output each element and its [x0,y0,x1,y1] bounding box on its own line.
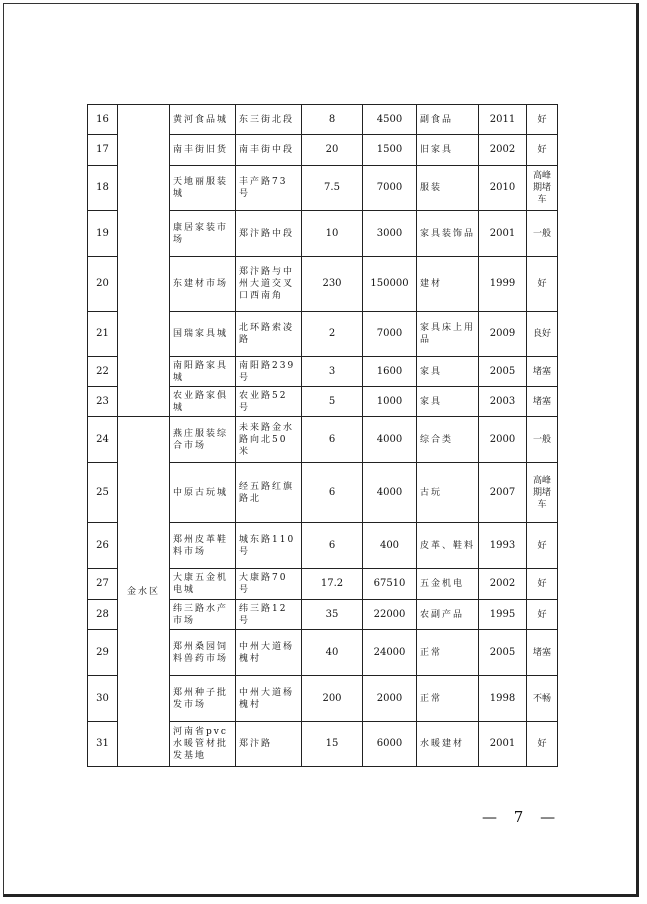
market-category: 农副产品 [417,600,479,630]
market-year: 2005 [479,357,527,387]
table-row [88,417,558,463]
market-volume: 7000 [363,312,417,357]
market-traffic: 好 [527,257,558,312]
market-year: 2003 [479,387,527,417]
market-volume: 67510 [363,569,417,600]
market-name: 燕庄服装综合市场 [170,417,236,463]
market-volume: 150000 [363,257,417,312]
market-area: 35 [302,600,363,630]
market-name: 国瑞家具城 [170,312,236,357]
market-address: 丰产路73号 [236,166,302,211]
market-address: 南阳路239号 [236,357,302,387]
table-row [88,211,558,257]
market-category: 服装 [417,166,479,211]
market-category: 综合类 [417,417,479,463]
market-name: 东建材市场 [170,257,236,312]
market-volume: 7000 [363,166,417,211]
district-cell [118,312,170,357]
market-volume: 4000 [363,417,417,463]
market-address: 北环路索凌路 [236,312,302,357]
row-number: 18 [88,166,118,211]
market-volume: 4000 [363,463,417,523]
market-year: 2010 [479,166,527,211]
market-year: 1999 [479,257,527,312]
row-number: 27 [88,569,118,600]
market-year: 1998 [479,676,527,722]
market-category: 建材 [417,257,479,312]
market-address: 郑汴路 [236,722,302,767]
market-name: 中原古玩城 [170,463,236,523]
market-volume: 1500 [363,135,417,166]
market-area: 17.2 [302,569,363,600]
district-cell: 金水区 [118,417,170,767]
market-address: 郑汴路与中州大道交叉口西南角 [236,257,302,312]
market-name: 天地丽服装城 [170,166,236,211]
market-address: 纬三路12号 [236,600,302,630]
row-number: 20 [88,257,118,312]
market-category: 旧家具 [417,135,479,166]
market-address: 东三街北段 [236,105,302,135]
market-name: 南丰街旧货 [170,135,236,166]
market-volume: 2000 [363,676,417,722]
market-name: 南阳路家具城 [170,357,236,387]
market-traffic: 堵塞 [527,357,558,387]
district-cell [118,166,170,211]
market-volume: 1000 [363,387,417,417]
market-volume: 1600 [363,357,417,387]
district-cell [118,387,170,417]
market-area: 5 [302,387,363,417]
market-volume: 400 [363,523,417,569]
market-traffic: 好 [527,569,558,600]
market-volume: 3000 [363,211,417,257]
market-name: 黄河食品城 [170,105,236,135]
market-year: 2000 [479,417,527,463]
market-year: 2007 [479,463,527,523]
row-number: 19 [88,211,118,257]
market-name: 郑州皮革鞋料市场 [170,523,236,569]
market-area: 200 [302,676,363,722]
market-category: 正常 [417,676,479,722]
district-cell [118,211,170,257]
market-year: 2002 [479,569,527,600]
market-area: 20 [302,135,363,166]
market-category: 正常 [417,630,479,676]
market-address: 城东路110号 [236,523,302,569]
row-number: 22 [88,357,118,387]
row-number: 21 [88,312,118,357]
market-address: 南丰街中段 [236,135,302,166]
market-name: 大康五金机电城 [170,569,236,600]
table-row [88,257,558,312]
table-row [88,105,558,135]
market-area: 6 [302,463,363,523]
row-number: 30 [88,676,118,722]
market-area: 2 [302,312,363,357]
row-number: 25 [88,463,118,523]
market-name: 河南省pvc水暖管材批发基地 [170,722,236,767]
market-traffic: 好 [527,523,558,569]
market-traffic: 好 [527,722,558,767]
district-cell [118,257,170,312]
market-traffic: 高峰期堵车 [527,463,558,523]
page-number: — 7 — [482,808,562,826]
market-year: 2009 [479,312,527,357]
market-area: 3 [302,357,363,387]
table-body [88,105,558,767]
market-traffic: 好 [527,600,558,630]
market-traffic: 高峰期堵车 [527,166,558,211]
market-area: 7.5 [302,166,363,211]
market-year: 1995 [479,600,527,630]
market-year: 2001 [479,211,527,257]
market-volume: 22000 [363,600,417,630]
market-category: 古玩 [417,463,479,523]
row-number: 23 [88,387,118,417]
table-row [88,312,558,357]
market-traffic: 好 [527,105,558,135]
row-number: 31 [88,722,118,767]
market-year: 1993 [479,523,527,569]
market-name: 纬三路水产市场 [170,600,236,630]
market-category: 副食品 [417,105,479,135]
district-cell [118,357,170,387]
market-category: 家具装饰品 [417,211,479,257]
market-year: 2002 [479,135,527,166]
market-category: 家具床上用品 [417,312,479,357]
row-number: 29 [88,630,118,676]
row-number: 26 [88,523,118,569]
district-cell [118,135,170,166]
row-number: 28 [88,600,118,630]
market-category: 家具 [417,387,479,417]
district-cell [118,105,170,135]
market-traffic: 堵塞 [527,387,558,417]
market-name: 郑州种子批发市场 [170,676,236,722]
row-number: 17 [88,135,118,166]
market-category: 皮革、鞋料 [417,523,479,569]
market-area: 6 [302,417,363,463]
market-address: 经五路红旗路北 [236,463,302,523]
market-year: 2001 [479,722,527,767]
market-address: 大康路70号 [236,569,302,600]
market-table [87,104,558,767]
market-area: 230 [302,257,363,312]
market-category: 水暖建材 [417,722,479,767]
market-name: 康居家装市场 [170,211,236,257]
market-area: 10 [302,211,363,257]
market-area: 15 [302,722,363,767]
market-category: 五金机电 [417,569,479,600]
table-row [88,357,558,387]
market-address: 中州大道杨槐村 [236,676,302,722]
table-row [88,166,558,211]
market-traffic: 不畅 [527,676,558,722]
market-volume: 6000 [363,722,417,767]
market-year: 2005 [479,630,527,676]
market-traffic: 良好 [527,312,558,357]
market-traffic: 一般 [527,211,558,257]
market-area: 6 [302,523,363,569]
table-row [88,387,558,417]
table-row [88,135,558,166]
market-category: 家具 [417,357,479,387]
market-address: 中州大道杨槐村 [236,630,302,676]
market-name: 郑州桑园饲料兽药市场 [170,630,236,676]
market-area: 40 [302,630,363,676]
market-volume: 24000 [363,630,417,676]
market-address: 未来路金水路向北50米 [236,417,302,463]
market-traffic: 好 [527,135,558,166]
market-traffic: 堵塞 [527,630,558,676]
market-address: 农业路52号 [236,387,302,417]
market-area: 8 [302,105,363,135]
market-address: 郑汴路中段 [236,211,302,257]
market-year: 2011 [479,105,527,135]
row-number: 24 [88,417,118,463]
market-volume: 4500 [363,105,417,135]
market-traffic: 一般 [527,417,558,463]
row-number: 16 [88,105,118,135]
market-name: 农业路家俱城 [170,387,236,417]
